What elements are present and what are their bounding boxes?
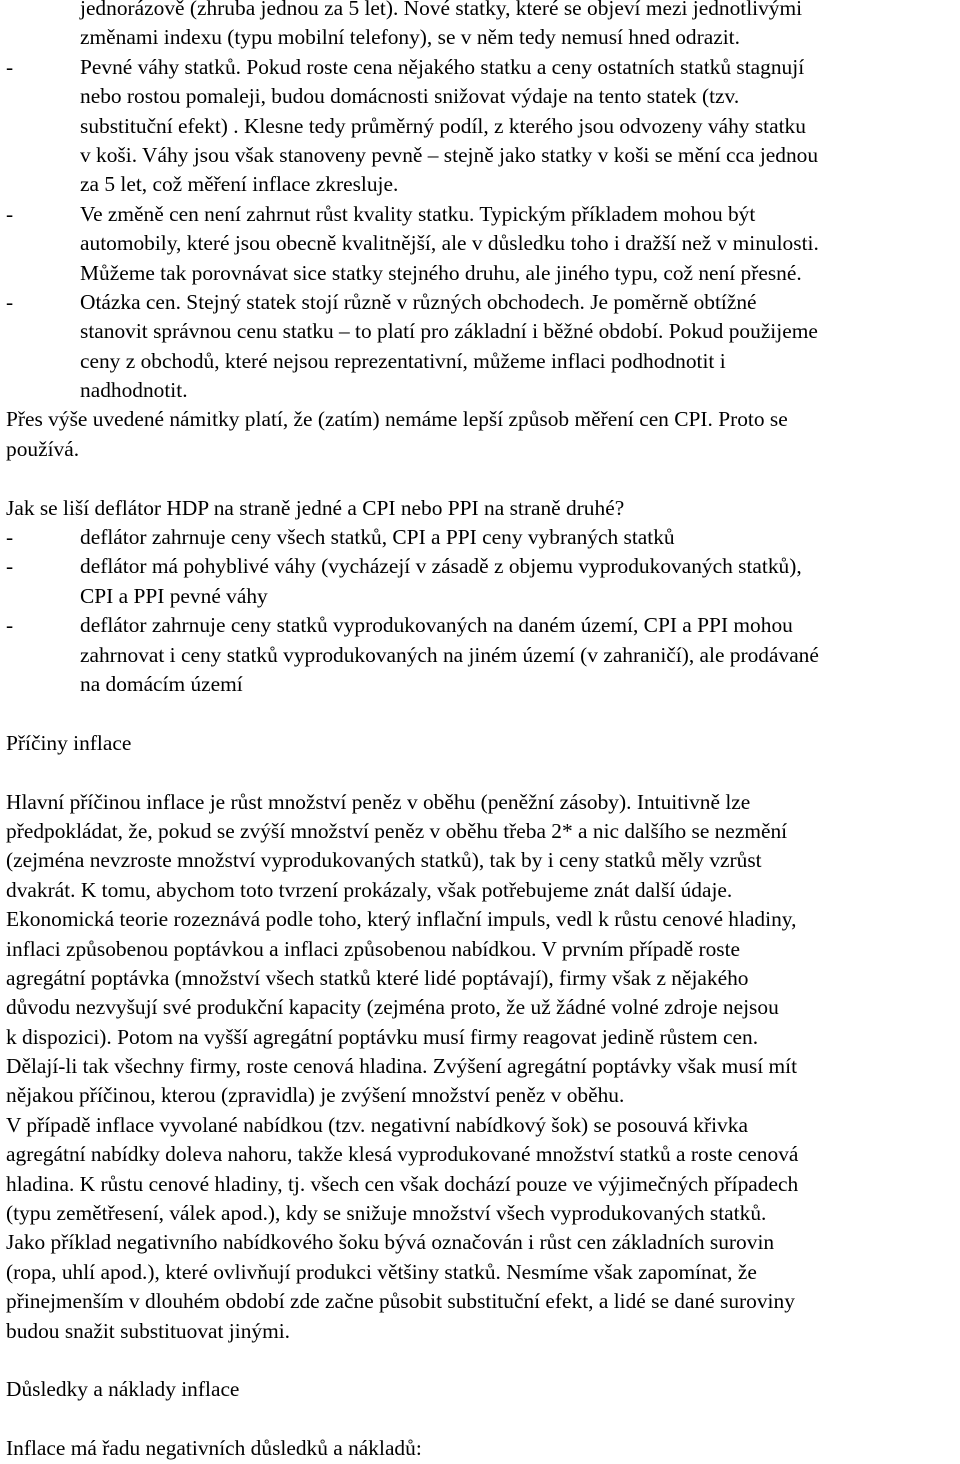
bullet-dash: - <box>6 54 14 79</box>
list-item <box>0 523 960 552</box>
text-line: zahrnovat i ceny statků vyprodukovaných na jiném území (v zahraničí), ale prodávané <box>80 642 819 667</box>
text-line: inflaci způsobenou poptávkou a inflaci způsobenou nabídkou. V prvním případě roste <box>6 936 741 961</box>
text-line: dvakrát. K tomu, abychom toto tvrzení prokázaly, však potřebujeme znát další údaje. <box>6 877 733 902</box>
spacer <box>0 699 960 728</box>
text-line: hladina. K růstu cenové hladiny, tj. všech cen však dochází pouze ve výjimečných případech <box>6 1171 799 1196</box>
body-paragraph <box>0 788 960 1346</box>
text-line-content: Ve změně cen není zahrnut růst kvality statku. Typickým příkladem mohou být <box>80 201 756 226</box>
text-line-content: deflátor zahrnuje ceny statků vyprodukovaných na daném území, CPI a PPI mohou <box>80 613 793 638</box>
text-line: agregátní nabídky doleva nahoru, takže klesá vyprodukované množství statků a roste cenová <box>6 1142 799 1167</box>
text-line: používá. <box>6 436 80 461</box>
text-line: automobily, které jsou obecně kvalitnější, ale v důsledku toho i dražší než v minulosti. <box>80 231 819 256</box>
section-heading: Příčiny inflace <box>6 730 132 755</box>
text-line: (ropa, uhlí apod.), které ovlivňují produkci většiny statků. Nesmíme však zapomínat, že <box>6 1259 757 1284</box>
text-line <box>0 611 960 640</box>
text-line: V případě inflace vyvolané nabídkou (tzv. negativní nabídkový šok) se posouvá křivka <box>6 1112 748 1137</box>
text-line: důvodu nezvyšují své produkční kapacity (zejména proto, že už žádné volné zdroje nejsou <box>6 995 779 1020</box>
text-line <box>0 200 960 229</box>
text-line: ceny z obchodů, které nejsou reprezentativní, můžeme inflaci podhodnotit i <box>80 348 726 373</box>
text-line: agregátní poptávka (množství všech statků které lidé poptávají), firmy však z nějakého <box>6 965 749 990</box>
bullet-dash: - <box>6 554 14 579</box>
text-line-content: Otázka cen. Stejný statek stojí různě v různých obchodech. Je poměrně obtížné <box>80 289 757 314</box>
bullet-dash: - <box>6 525 14 550</box>
text-line: (zejména nevzroste množství vyprodukovaných statků), tak by i ceny statků měly vzrůst <box>6 848 762 873</box>
section-heading: Důsledky a náklady inflace <box>6 1377 240 1402</box>
text-line: Jako příklad negativního nabídkového šoku bývá označován i růst cen základních surovin <box>6 1230 775 1255</box>
text-line: Ekonomická teorie rozeznává podle toho, který inflační impuls, vedl k růstu cenové hladiny, <box>6 907 797 932</box>
bullet-dash: - <box>6 613 14 638</box>
list-item-prices <box>0 288 960 406</box>
text-line: substituční efekt) . Klesne tedy průměrný podíl, z kterého jsou odvozeny váhy statku <box>80 113 806 138</box>
bullet-dash: - <box>6 289 14 314</box>
list-item-quality <box>0 200 960 288</box>
spacer <box>0 1346 960 1375</box>
text-line <box>0 288 960 317</box>
text-line <box>0 523 960 552</box>
text-line: Inflace má řadu negativních důsledků a nákladů: <box>6 1436 422 1461</box>
text-line: jednorázově (zhruba jednou za 5 let). Nové statky, které se objeví mezi jednotlivými <box>80 0 803 20</box>
text-line <box>0 552 960 581</box>
text-line: (typu zemětřesení, válek apod.), kdy se snižuje množství všech vyprodukovaných statků. <box>6 1201 767 1226</box>
spacer <box>0 1405 960 1434</box>
text-line <box>0 53 960 82</box>
list-item <box>0 611 960 699</box>
bullet-dash: - <box>6 201 14 226</box>
text-line: přinejmenším v dlouhém období zde začne působit substituční efekt, a lidé se dané suroviny <box>6 1289 795 1314</box>
text-line: Hlavní příčinou inflace je růst množství peněz v oběhu (peněžní zásoby). Intuitivně lze <box>6 789 751 814</box>
text-line: nebo rostou pomaleji, budou domácnosti snižovat výdaje na tento statek (tzv. <box>80 84 740 109</box>
text-line: Můžeme tak porovnávat sice statky stejného druhu, ale jiného typu, což není přesné. <box>80 260 802 285</box>
text-line: nadhodnotit. <box>80 378 188 403</box>
list-item-fixed-weights <box>0 53 960 200</box>
text-line: Dělají-li tak všechny firmy, roste cenová hladina. Zvýšení agregátní poptávky však musí mít <box>6 1054 798 1079</box>
text-line-content: deflátor má pohyblivé váhy (vycházejí v zásadě z objemu vyprodukovaných statků), <box>80 554 802 579</box>
text-line: k dispozici). Potom na vyšší agregátní poptávku musí firmy reagovat jedině růstem cen. <box>6 1024 759 1049</box>
text-line: budou snažit substituovat jinými. <box>6 1318 291 1343</box>
text-line: stanovit správnou cenu statku – to platí pro základní i běžné období. Pokud použijeme <box>80 319 818 344</box>
text-line-content: deflátor zahrnuje ceny všech statků, CPI a PPI ceny vybraných statků <box>80 525 675 550</box>
text-line: Přes výše uvedené námitky platí, že (zatím) nemáme lepší způsob měření cen CPI. Proto se <box>6 407 788 432</box>
spacer <box>0 758 960 787</box>
text-line: změnami indexu (typu mobilní telefony), se v něm tedy nemusí hned odrazit. <box>80 25 740 50</box>
text-line: na domácím území <box>80 671 243 696</box>
text-line: v koši. Váhy jsou však stanoveny pevně – stejně jako statky v koši se mění cca jednou <box>80 142 819 167</box>
list-item <box>0 552 960 611</box>
text-line-content: Pevné váhy statků. Pokud roste cena nějakého statku a ceny ostatních statků stagnují <box>80 54 805 79</box>
text-line: CPI a PPI pevné váhy <box>80 583 268 608</box>
text-line: za 5 let, což měření inflace zkresluje. <box>80 172 399 197</box>
text-line: nějakou příčinou, kterou (zpravidla) je zvýšení množství peněz v oběhu. <box>6 1083 625 1108</box>
spacer <box>0 464 960 493</box>
question-heading: Jak se liší deflátor HDP na straně jedné a CPI nebo PPI na straně druhé? <box>6 495 625 520</box>
text-line: předpokládat, že, pokud se zvýší množství peněz v oběhu třeba 2* a nic dalšího se nezmění <box>6 818 788 843</box>
